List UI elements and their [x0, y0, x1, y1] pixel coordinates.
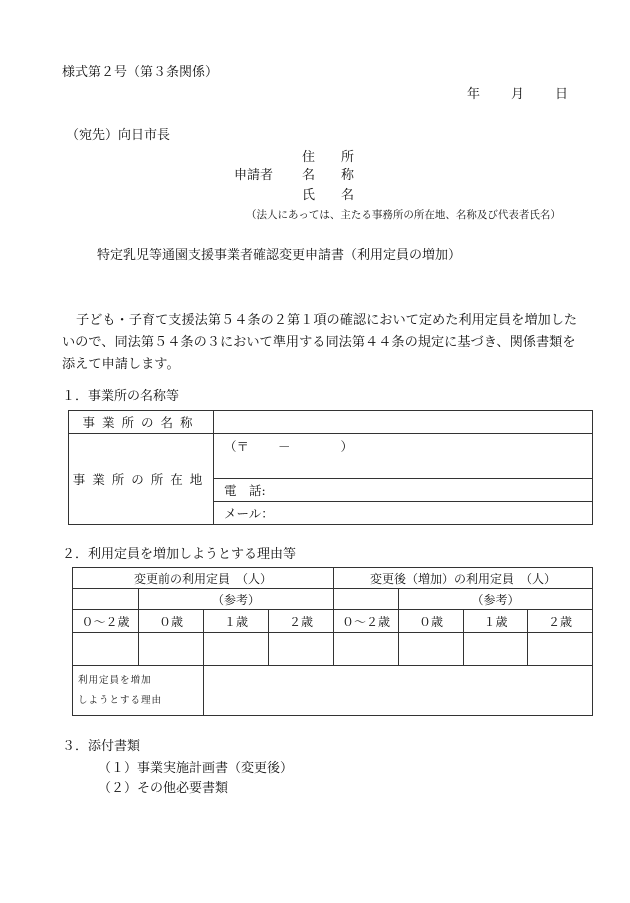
- age-column-header: ０～２歳: [73, 610, 139, 633]
- capacity-input-cell[interactable]: [399, 633, 464, 666]
- body-text: 子ども・子育て支援法第５４条の２第１項の確認において定めた利用定員を増加したいので、同法第５４条の３において準用する同法第４４条の規定に基づき、関係書類を添えて申請します。: [62, 313, 578, 372]
- facility-info-table: [68, 410, 593, 525]
- section3-title: ３．添付書類: [62, 739, 141, 754]
- age-column-header: １歳: [464, 610, 528, 633]
- reason-field[interactable]: [204, 666, 593, 716]
- applicant-label: 申請者: [234, 168, 274, 183]
- date-day-label: 日: [555, 87, 569, 102]
- facility-name-field[interactable]: [214, 411, 593, 434]
- age-column-header: １歳: [204, 610, 269, 633]
- before-blank-cell: [73, 589, 139, 610]
- age-column-header: ０～２歳: [334, 610, 399, 633]
- capacity-input-cell[interactable]: [464, 633, 528, 666]
- after-capacity-header: 変更後（増加）の利用定員 （人）: [334, 568, 593, 589]
- date-year-label: 年: [467, 87, 481, 102]
- facility-location-label: 事業所の所在地: [69, 434, 214, 525]
- addressee: （宛先）向日市長: [66, 128, 171, 143]
- facility-email-field[interactable]: メール：: [214, 502, 593, 525]
- before-reference-label: （参考）: [139, 589, 334, 610]
- capacity-input-cell[interactable]: [334, 633, 399, 666]
- age-column-header: ２歳: [269, 610, 334, 633]
- capacity-input-cell[interactable]: [139, 633, 204, 666]
- facility-postal-field[interactable]: （〒 － ）: [214, 434, 593, 479]
- date-month-label: 月: [511, 87, 525, 102]
- applicant-note: （法人にあっては、主たる事務所の所在地、名称及び代表者氏名）: [246, 209, 561, 221]
- section2-title: ２．利用定員を増加しようとする理由等: [62, 547, 297, 562]
- capacity-input-cell[interactable]: [528, 633, 593, 666]
- before-capacity-header: 変更前の利用定員 （人）: [73, 568, 334, 589]
- age-column-header: ０歳: [139, 610, 204, 633]
- address-label: 住 所: [302, 150, 355, 165]
- person-name-label: 氏 名: [302, 188, 355, 203]
- capacity-table: [72, 567, 593, 716]
- capacity-input-cell[interactable]: [204, 633, 269, 666]
- attachment-item: （１）事業実施計画書（変更後）: [98, 761, 294, 776]
- facility-name-label: 事業所の名称: [69, 411, 214, 434]
- company-name-label: 名 称: [302, 168, 355, 183]
- after-blank-cell: [334, 589, 399, 610]
- document-title: 特定乳児等通園支援事業者確認変更申請書（利用定員の増加）: [97, 248, 462, 263]
- reason-label-line2: しようとする理由: [78, 694, 163, 706]
- age-column-header: ０歳: [399, 610, 464, 633]
- capacity-input-cell[interactable]: [73, 633, 139, 666]
- section1-title: １．事業所の名称等: [62, 389, 180, 404]
- age-column-header: ２歳: [528, 610, 593, 633]
- reason-label-line1: 利用定員を増加: [78, 674, 152, 686]
- form-number: 様式第２号（第３条関係）: [62, 65, 219, 80]
- capacity-input-cell[interactable]: [269, 633, 334, 666]
- reason-label: [73, 666, 204, 716]
- after-reference-label: （参考）: [399, 589, 593, 610]
- attachment-item: （２）その他必要書類: [98, 781, 229, 796]
- facility-phone-field[interactable]: 電 話:: [214, 479, 593, 502]
